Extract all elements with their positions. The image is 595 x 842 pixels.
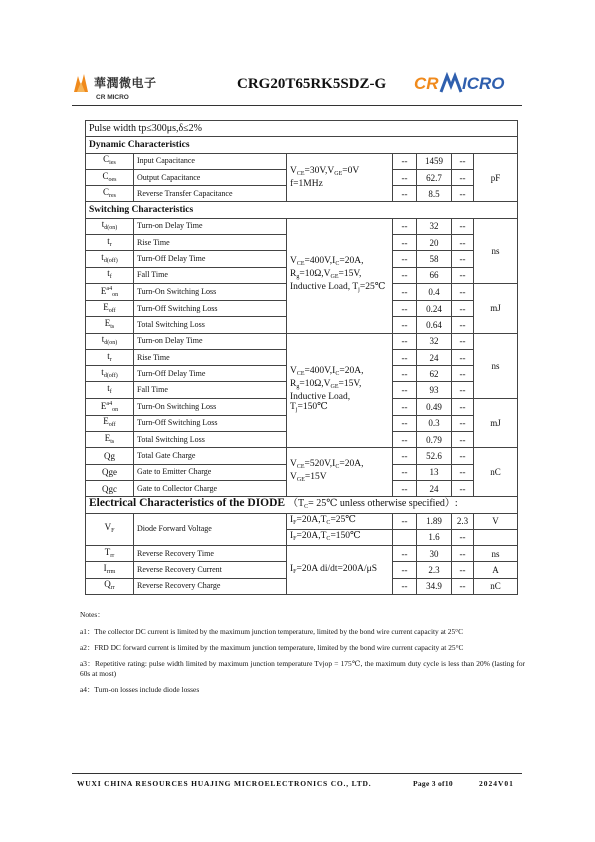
- typ-cell: 0.4: [417, 283, 452, 300]
- max-cell: --: [452, 218, 474, 234]
- max-cell: --: [452, 300, 474, 316]
- min-cell: --: [393, 218, 417, 234]
- description-cell: Input Capacitance: [134, 153, 287, 169]
- description-cell: Output Capacitance: [134, 169, 287, 185]
- symbol-cell: $Q_{rr}$: [86, 578, 134, 594]
- min-cell: --: [393, 415, 417, 431]
- typ-cell: 93: [417, 382, 452, 398]
- max-cell: --: [452, 546, 474, 562]
- max-cell: --: [452, 480, 474, 496]
- symbol-cell: $t_{d(off)}$: [86, 251, 134, 267]
- min-cell: --: [393, 432, 417, 448]
- min-cell: --: [393, 333, 417, 349]
- logo-cn-text: 華潤微电子: [94, 76, 157, 90]
- dynamic-title: Dynamic Characteristics: [86, 137, 518, 153]
- symbol-cell: $T_{rr}$: [86, 546, 134, 562]
- svg-text:ICRO: ICRO: [462, 74, 505, 93]
- typ-cell: 2.3: [417, 562, 452, 578]
- typ-cell: 32: [417, 218, 452, 234]
- max-cell: --: [452, 398, 474, 415]
- logo-en-text: CR MICRO: [96, 94, 129, 101]
- max-cell: --: [452, 578, 474, 594]
- min-cell: --: [393, 513, 417, 529]
- min-cell: --: [393, 448, 417, 464]
- typ-cell: 24: [417, 349, 452, 365]
- description-cell: Turn-Off Delay Time: [134, 251, 287, 267]
- unit-cell: nC: [474, 448, 518, 497]
- max-cell: --: [452, 283, 474, 300]
- description-cell: Gate to Emitter Charge: [134, 464, 287, 480]
- typ-cell: 52.6: [417, 448, 452, 464]
- typ-cell: 62.7: [417, 169, 452, 185]
- document-title: CRG20T65RK5SDZ-G: [237, 76, 387, 92]
- table-row: [86, 153, 518, 169]
- typ-cell: 34.9: [417, 578, 452, 594]
- max-cell: --: [452, 349, 474, 365]
- unit-cell: A: [474, 562, 518, 578]
- footer-divider: [72, 773, 522, 774]
- note-a4: a4：Turn-on losses include diode losses: [80, 685, 200, 694]
- min-cell: --: [393, 267, 417, 283]
- description-cell: Gate to Collector Charge: [134, 480, 287, 496]
- min-cell: --: [393, 578, 417, 594]
- symbol-cell: Qgc: [86, 480, 134, 496]
- section-row: [86, 202, 518, 218]
- typ-cell: 20: [417, 235, 452, 251]
- description-cell: Fall Time: [134, 267, 287, 283]
- symbol-cell: $t_f$: [86, 267, 134, 283]
- description-cell: Turn-on Delay Time: [134, 333, 287, 349]
- typ-cell: 13: [417, 464, 452, 480]
- condition-cell: $I_F=20A$ di/dt=200A/μS: [287, 546, 393, 595]
- typ-cell: 24: [417, 480, 452, 496]
- symbol-cell: $E_{ts}$: [86, 317, 134, 333]
- typ-cell: 66: [417, 267, 452, 283]
- diode-title: Electrical Characteristics of the DIODE （$T_C=$ 25℃ unless otherwise specified）:: [86, 497, 518, 513]
- page-footer: [77, 779, 514, 788]
- svg-text:CR: CR: [414, 74, 439, 93]
- section-row: [86, 497, 518, 513]
- footer-version: 2024V01: [479, 779, 514, 788]
- cr-logo-mark-icon: [72, 72, 92, 94]
- condition-cell: $I_F=20A,T_C=150℃$: [287, 529, 393, 545]
- min-cell: --: [393, 186, 417, 202]
- description-cell: Turn-Off Delay Time: [134, 366, 287, 382]
- notes-heading: Notes：: [80, 610, 105, 619]
- min-cell: --: [393, 300, 417, 316]
- typ-cell: 0.3: [417, 415, 452, 431]
- description-cell: Fall Time: [134, 382, 287, 398]
- description-cell: Rise Time: [134, 349, 287, 365]
- description-cell: Total Switching Loss: [134, 432, 287, 448]
- symbol-cell: $C_{ies}$: [86, 153, 134, 169]
- max-cell: --: [452, 562, 474, 578]
- max-cell: --: [452, 448, 474, 464]
- min-cell: --: [393, 382, 417, 398]
- min-cell: --: [393, 153, 417, 169]
- typ-cell: 30: [417, 546, 452, 562]
- max-cell: --: [452, 169, 474, 185]
- max-cell: --: [452, 317, 474, 333]
- symbol-cell: $t_{d(on)}$: [86, 218, 134, 234]
- description-cell: Reverse Recovery Current: [134, 562, 287, 578]
- symbol-cell: $t_r$: [86, 349, 134, 365]
- typ-cell: 0.79: [417, 432, 452, 448]
- symbol-cell: $C_{res}$: [86, 186, 134, 202]
- max-cell: --: [452, 415, 474, 431]
- max-cell: --: [452, 186, 474, 202]
- symbol-cell: $E^{a4}_{on}$: [86, 283, 134, 300]
- footer-page-number: Page 3 of10: [413, 779, 453, 788]
- min-cell: --: [393, 480, 417, 496]
- max-cell: --: [452, 153, 474, 169]
- max-cell: 2.3: [452, 513, 474, 529]
- symbol-cell: Qge: [86, 464, 134, 480]
- unit-cell: V: [474, 513, 518, 529]
- typ-cell: 0.49: [417, 398, 452, 415]
- note-a3: a3：Repetitive rating: pulse width limited by maximum junction temperature Tvjop = 175℃, the maximum duty cycle is less than 20% (lasting for 60s at most): [80, 659, 525, 678]
- description-cell: Total Gate Charge: [134, 448, 287, 464]
- unit-cell: mJ: [474, 283, 518, 333]
- typ-cell: 0.64: [417, 317, 452, 333]
- description-cell: Rise Time: [134, 235, 287, 251]
- table-row: [86, 448, 518, 464]
- symbol-cell: $E_{ts}$: [86, 432, 134, 448]
- notes-section: [80, 610, 525, 701]
- description-cell: Reverse Recovery Charge: [134, 578, 287, 594]
- max-cell: --: [452, 235, 474, 251]
- unit-cell: mJ: [474, 398, 518, 448]
- min-cell: --: [393, 366, 417, 382]
- table-row: [86, 546, 518, 562]
- max-cell: --: [452, 464, 474, 480]
- switching-title: Switching Characteristics: [86, 202, 518, 218]
- min-cell: --: [393, 464, 417, 480]
- typ-cell: 1.89: [417, 513, 452, 529]
- typ-cell: 58: [417, 251, 452, 267]
- symbol-cell: $C_{oes}$: [86, 169, 134, 185]
- characteristics-table: [85, 120, 518, 595]
- max-cell: --: [452, 366, 474, 382]
- condition-cell: $V_{CE}=30V,V_{GE}=0V$ f=1MHz: [287, 153, 393, 202]
- description-cell: Reverse Transfer Capacitance: [134, 186, 287, 202]
- symbol-cell: $t_{d(on)}$: [86, 333, 134, 349]
- symbol-cell: $E^{a4}_{on}$: [86, 398, 134, 415]
- max-cell: --: [452, 382, 474, 398]
- typ-cell: 0.24: [417, 300, 452, 316]
- typ-cell: 32: [417, 333, 452, 349]
- typ-cell: 1459: [417, 153, 452, 169]
- symbol-cell: $I_{rrm}$: [86, 562, 134, 578]
- max-cell: --: [452, 251, 474, 267]
- section-row: [86, 137, 518, 153]
- min-cell: --: [393, 398, 417, 415]
- max-cell: --: [452, 267, 474, 283]
- description-cell: Turn-Off Switching Loss: [134, 300, 287, 316]
- unit-cell: ns: [474, 546, 518, 562]
- min-cell: --: [393, 235, 417, 251]
- symbol-cell: Qg: [86, 448, 134, 464]
- description-cell: Diode Forward Voltage: [134, 513, 287, 546]
- symbol-cell: $t_{d(off)}$: [86, 366, 134, 382]
- min-cell: [393, 529, 417, 545]
- min-cell: --: [393, 349, 417, 365]
- max-cell: --: [452, 333, 474, 349]
- typ-cell: 8.5: [417, 186, 452, 202]
- max-cell: --: [452, 529, 474, 545]
- unit-cell: ns: [474, 333, 518, 398]
- typ-cell: 1.6: [417, 529, 452, 545]
- condition-cell: $V_{CE}=520V,I_C=20A$, $V_{GE}=15V$: [287, 448, 393, 497]
- symbol-cell: $t_f$: [86, 382, 134, 398]
- min-cell: --: [393, 169, 417, 185]
- min-cell: --: [393, 251, 417, 267]
- min-cell: --: [393, 283, 417, 300]
- unit-cell: nC: [474, 578, 518, 594]
- symbol-cell: $t_r$: [86, 235, 134, 251]
- unit-cell: [474, 529, 518, 545]
- symbol-cell: $E_{off}$: [86, 300, 134, 316]
- description-cell: Turn-On Switching Loss: [134, 283, 287, 300]
- description-cell: Turn-on Delay Time: [134, 218, 287, 234]
- symbol-cell: $E_{off}$: [86, 415, 134, 431]
- section-row: [86, 121, 518, 137]
- description-cell: Turn-On Switching Loss: [134, 398, 287, 415]
- footer-company: WUXI CHINA RESOURCES HUAJING MICROELECTRONICS CO., LTD.: [77, 779, 372, 788]
- unit-cell: pF: [474, 153, 518, 202]
- header-divider: [72, 105, 522, 106]
- condition-cell: $V_{CE}=400V,I_C=20A$, $R_g=10\Omega,V_{GE}=15V$, Inductive Load, $T_j=25℃$: [287, 218, 393, 333]
- table-row: [86, 333, 518, 349]
- pulse-note: Pulse width tp≤300μs,δ≤2%: [86, 121, 518, 137]
- typ-cell: 62: [417, 366, 452, 382]
- max-cell: --: [452, 432, 474, 448]
- description-cell: Turn-Off Switching Loss: [134, 415, 287, 431]
- cr-micro-brand-logo: [414, 72, 522, 94]
- min-cell: --: [393, 546, 417, 562]
- condition-cell: $V_{CE}=400V,I_C=20A$, $R_g=10\Omega,V_{GE}=15V$, Inductive Load, $T_j=150℃$: [287, 333, 393, 448]
- condition-cell: $I_F=20A,T_C=25℃$: [287, 513, 393, 529]
- table-row: [86, 218, 518, 234]
- cr-micro-logo: [72, 70, 182, 104]
- table-row: [86, 513, 518, 529]
- page-header: [72, 62, 522, 106]
- min-cell: --: [393, 562, 417, 578]
- unit-cell: ns: [474, 218, 518, 283]
- note-a1: a1：The collector DC current is limited by the maximum junction temperature, limited by the bond wire current capacity at 25°C: [80, 627, 464, 636]
- description-cell: Reverse Recovery Time: [134, 546, 287, 562]
- note-a2: a2：FRD DC forward current is limited by the maximum junction temperature, limited by the bond wire current capacity at 25°C: [80, 643, 464, 652]
- description-cell: Total Switching Loss: [134, 317, 287, 333]
- min-cell: --: [393, 317, 417, 333]
- symbol-cell: $V_F$: [86, 513, 134, 546]
